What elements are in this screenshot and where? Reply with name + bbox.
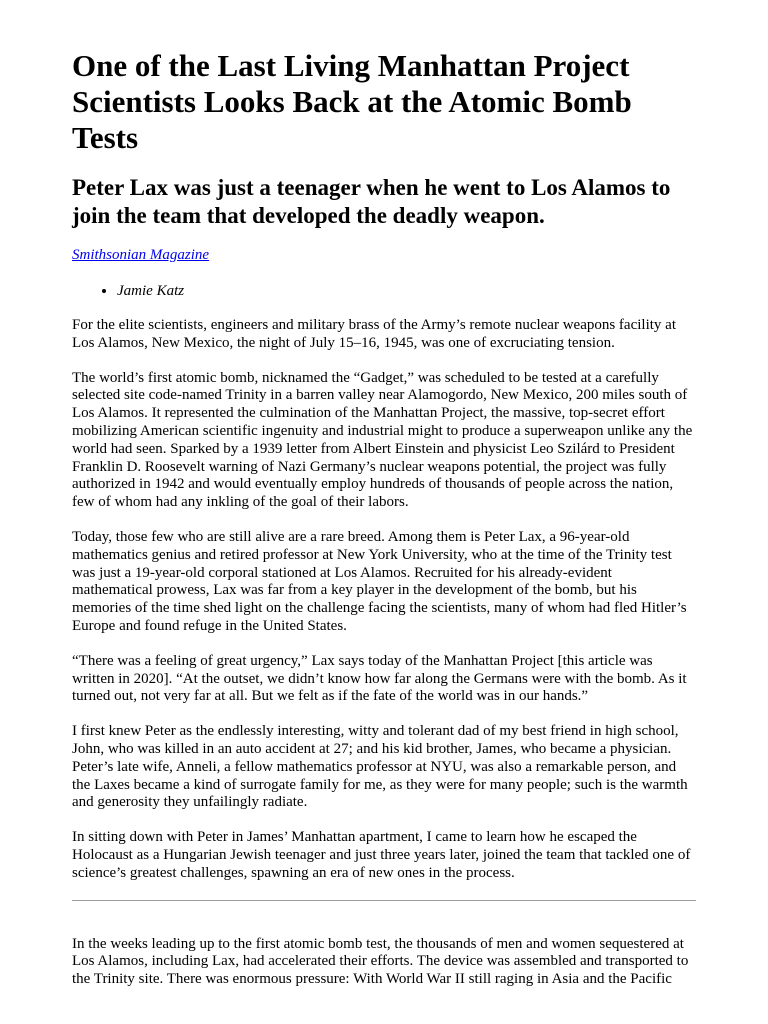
author-list — [72, 282, 696, 300]
article-title: One of the Last Living Manhattan Project Scientists Looks Back at the Atomic Bomb Tests — [72, 48, 632, 155]
source-link[interactable]: Smithsonian Magazine — [72, 247, 210, 263]
section-divider — [72, 900, 696, 901]
author-item: • Jamie Katz — [117, 282, 696, 300]
article-body — [72, 0, 696, 989]
paragraph-3: Today, those few who are still alive are a rare breed. Among them is Peter Lax, a 96-year-old mathematics genius and retired professor at New York University, who at the time of the Trinity test was just a 19-year-old corporal stationed at Los Alamos. Recruited for his already-evident mathematical prowess, Lax was far from a key player in the development of the bomb, but his memories of the time shed light on the challenge facing the scientists, many of whom had fled Hitler’s Europe and found refuge in the United States. — [72, 528, 687, 634]
paragraph-6: In sitting down with Peter in James’ Manhattan apartment, I came to learn how he escaped the Holocaust as a Hungarian Jewish teenager and just three years later, joined the team that tackled one of science’s greatest challenges, spawning an era of new ones in the process. — [72, 829, 691, 881]
source-line — [72, 246, 696, 264]
paragraph-4: “There was a feeling of great urgency,” Lax says today of the Manhattan Project [this article was written in 2020]. “At the outset, we didn’t know how far along the Germans were with the bomb. As it turned out, not very far at all. But we felt as if the fate of the world was in our hands.” — [72, 652, 687, 705]
paragraph-1: For the elite scientists, engineers and military brass of the Army’s remote nuclear weapons facility at Los Alamos, New Mexico, the night of July 15–16, 1945, was one of excruciating tension. — [72, 317, 676, 351]
paragraph-5: I first knew Peter as the endlessly interesting, witty and tolerant dad of my best friend in high school, John, who was killed in an auto accident at 27; and his kid brother, James, who became a physician. Peter’s late wife, Anneli, a fellow mathematics professor at NYU, was also a remarkable person, and the Laxes became a kind of surrogate family for me, as they were for many people; such is the warmth and generosity they unfailingly radiate. — [72, 723, 688, 811]
paragraph-2: The world’s first atomic bomb, nicknamed the “Gadget,” was scheduled to be tested at a carefully selected site code-named Trinity in a barren valley near Alamogordo, New Mexico, 200 miles south of Los Alamos. It represented the culmination of the Manhattan Project, the massive, top-secret effort mobilizing American scientific ingenuity and industrial might to produce a superweapon unlike any the world had seen. Sparked by a 1939 letter from Albert Einstein and physicist Leo Szilárd to President Franklin D. Roosevelt warning of Nazi Germany’s nuclear weapons potential, the project was fully authorized in 1942 and would eventually employ hundreds of thousands of people across the nation, few of whom had any inkling of the goal of their labors. — [72, 369, 693, 511]
paragraph-7: In the weeks leading up to the first atomic bomb test, the thousands of men and women sequestered at Los Alamos, including Lax, had accelerated their efforts. The device was assembled and transported to the Trinity site. There was enormous pressure: With World War II still raging in Asia and the Pacific — [72, 935, 689, 988]
article-subtitle: Peter Lax was just a teenager when he went to Los Alamos to join the team that developed the deadly weapon. — [72, 175, 671, 228]
